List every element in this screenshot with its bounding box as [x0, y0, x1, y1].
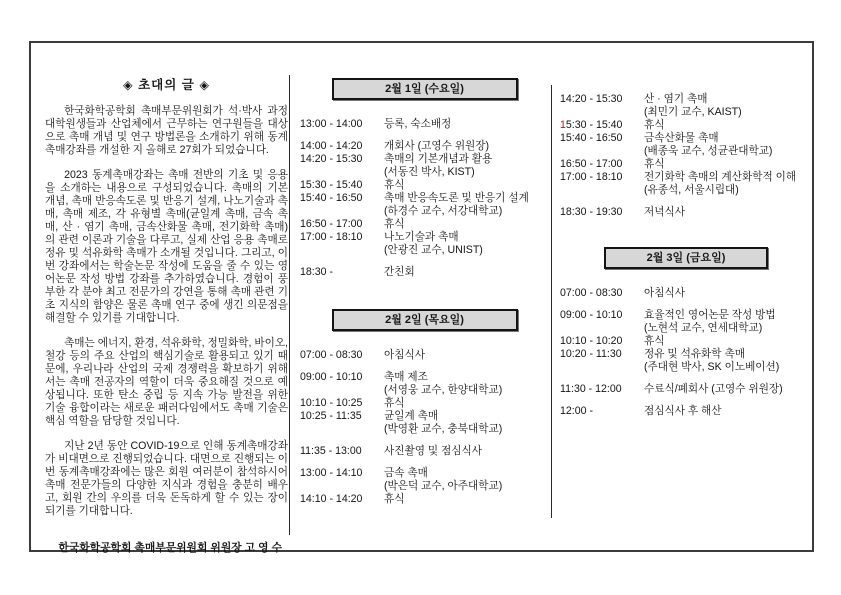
time-text: 17:00 - 18:10	[560, 171, 623, 183]
time-text: 13:00 - 14:10	[300, 467, 363, 479]
schedule-desc: 산 · 염기 촉매	[644, 93, 708, 105]
schedule-row	[300, 218, 549, 231]
schedule-time	[560, 171, 644, 184]
invitation-paragraph: 2023 동계촉매강좌는 촉매 전반의 기초 및 응용을 소개하는 내용으로 구성되었습니다. 촉매의 기본 개념, 촉매 반응속도론 및 반응기 설계, 나노기술과 촉매, 촉매 제조, 각 유형별 촉매(균일계 촉매, 금속 촉매, 산 · 염기 촉매, 금속산화물 촉매, 전기화학 촉매)의 관련 이론과 기술을 다루고, 실제 산업 응용 촉매로 정유 및 석유화학 촉매가 소개될 것입니다. 그리고, 이번 강좌에서는 학술논문 작성에 도움을 줄 수 있는 영어논문 작성 방법 강좌를 추가하였습니다. 경험이 풍부한 각 분야 최고 전문가의 강연을 통해 촉매 관련 기초 지식의 함양은 물론 촉매 연구 중에 생긴 의문점을 해결할 수 있기를 기대합니다.	[45, 169, 288, 324]
time-text: 15:40 - 16:50	[300, 192, 363, 204]
schedule-row	[560, 184, 812, 197]
schedule-time	[300, 244, 384, 257]
schedule-row	[560, 361, 812, 374]
schedule-desc: 아침식사	[644, 287, 685, 299]
schedule-time	[560, 158, 644, 171]
time-text: 17:00 - 18:10	[300, 231, 363, 243]
schedule-row	[560, 322, 812, 335]
schedule-row	[300, 244, 549, 257]
schedule-desc: 균일계 촉매	[384, 410, 439, 422]
schedule-row	[300, 118, 549, 131]
schedule-row	[300, 371, 549, 384]
schedule-desc: (주대현 박사, SK 이노베이션)	[644, 361, 780, 373]
day2-schedule	[300, 349, 549, 506]
time-text: 09:00 - 10:10	[560, 309, 623, 321]
day1-header-label: 2월 1일 (수요일)	[385, 83, 464, 95]
time-text: 14:20 - 15:30	[300, 153, 363, 165]
schedule-time	[560, 132, 644, 145]
schedule-time	[560, 106, 644, 119]
schedule-time	[560, 348, 644, 361]
time-text: 07:00 - 08:30	[560, 287, 623, 299]
invitation-paragraph: 지난 2년 동안 COVID-19으로 인해 동계촉매강좌가 비대면으로 진행되었습니다. 대면으로 진행되는 이번 동계촉매강좌에는 많은 회원 여러분이 참석하시어 촉매 전문가들의 다양한 지식과 경험을 충분히 배우고, 회원 간의 우의를 더욱 돈독하게 할 수 있는 장이 되기를 기대합니다.	[45, 440, 288, 517]
time-text: 12:00 -	[560, 405, 593, 417]
schedule-desc: 점심식사 후 해산	[644, 405, 722, 417]
schedule-row	[560, 287, 812, 300]
schedule-desc: 금속 촉매	[384, 467, 428, 479]
schedule-desc: (노현석 교수, 연세대학교)	[644, 322, 763, 334]
schedule-row	[300, 397, 549, 410]
schedule-time	[300, 140, 384, 153]
schedule-time	[300, 166, 384, 179]
schedule-row	[560, 348, 812, 361]
schedule-time	[560, 184, 644, 197]
schedule-time	[300, 205, 384, 218]
column-divider-left	[289, 75, 290, 535]
schedule-desc: (하경수 교수, 서강대학교)	[384, 205, 503, 217]
time-text: 15:40 - 16:50	[560, 132, 623, 144]
invitation-body	[45, 105, 288, 518]
schedule-row	[560, 405, 812, 418]
schedule-time	[560, 145, 644, 158]
schedule-desc: 저녁식사	[644, 206, 685, 218]
schedule-time	[300, 467, 384, 480]
schedule-row	[300, 349, 549, 362]
schedule-desc: 간친회	[384, 266, 415, 278]
schedule-row	[560, 119, 812, 132]
time-text: 10:25 - 11:35	[300, 410, 362, 422]
schedule-row	[300, 153, 549, 166]
time-text: 11:35 - 13:00	[300, 445, 362, 457]
time-text: 14:00 - 14:20	[300, 140, 363, 152]
schedule-time	[560, 361, 644, 374]
schedule-time	[560, 206, 644, 219]
schedule-desc: 효율적인 영어논문 작성 방법	[644, 309, 776, 321]
schedule-desc: (최민기 교수, KAIST)	[644, 106, 742, 118]
schedule-desc: (박영환 교수, 충북대학교)	[384, 423, 503, 435]
schedule-row	[300, 179, 549, 192]
schedule-row	[560, 106, 812, 119]
schedule-desc: 휴식	[384, 218, 405, 230]
schedule-row	[560, 158, 812, 171]
schedule-row	[300, 384, 549, 397]
schedule-desc: (유종석, 서울시립대)	[644, 184, 739, 196]
schedule-time	[300, 493, 384, 506]
program-sheet	[29, 41, 814, 552]
schedule-column-1	[300, 43, 549, 506]
time-text: 5:30 - 15:40	[565, 119, 623, 131]
schedule-row	[560, 171, 812, 184]
schedule-row	[560, 93, 812, 106]
schedule-desc: (배종욱 교수, 성균관대학교)	[644, 145, 773, 157]
schedule-time	[300, 349, 384, 362]
schedule-desc: 휴식	[384, 179, 405, 191]
schedule-desc: 금속산화물 촉매	[644, 132, 719, 144]
day3-schedule	[560, 287, 812, 418]
invitation-paragraph: 한국화학공학회 촉매부문위원회가 석·박사 과정 대학원생들과 산업체에서 근무하는 연구원들을 대상으로 촉매 개념 및 연구 방법론을 소개하기 위해 동계촉매강좌를 개설한 지 올해로 27회가 되었습니다.	[45, 105, 288, 156]
column-divider-right	[551, 85, 552, 518]
schedule-time	[560, 383, 644, 396]
time-text: 09:00 - 10:10	[300, 371, 363, 383]
schedule-desc: (서영웅 교수, 한양대학교)	[384, 384, 503, 396]
invitation-signature: 한국화학공학회 촉매부문위원회 위원장 고 영 수	[58, 542, 282, 554]
time-text: 10:10 - 10:20	[560, 335, 623, 347]
schedule-time	[300, 179, 384, 192]
schedule-time	[560, 119, 644, 132]
schedule-row	[560, 309, 812, 322]
day1-header	[332, 78, 518, 100]
time-text: 11:30 - 12:00	[560, 383, 622, 395]
schedule-desc: 수료식/폐회사 (고영수 위원장)	[644, 383, 783, 395]
schedule-desc: 전기화학 촉매의 계산화학적 이해	[644, 171, 797, 183]
invitation-column	[45, 43, 288, 555]
schedule-time	[300, 384, 384, 397]
schedule-time	[300, 410, 384, 423]
schedule-time	[300, 118, 384, 131]
schedule-row	[300, 480, 549, 493]
schedule-row	[560, 145, 812, 158]
schedule-row	[300, 205, 549, 218]
time-text: 15:30 - 15:40	[300, 179, 363, 191]
schedule-desc: 휴식	[644, 158, 665, 170]
day2-header	[332, 309, 518, 331]
schedule-column-2	[560, 43, 812, 418]
schedule-time	[560, 335, 644, 348]
day2-schedule-continued	[560, 93, 812, 219]
schedule-row	[300, 445, 549, 458]
schedule-time	[560, 322, 644, 335]
time-text: 16:50 - 17:00	[300, 218, 363, 230]
schedule-desc: 촉매 반응속도론 및 반응기 설계	[384, 192, 529, 204]
schedule-time	[300, 445, 384, 458]
schedule-desc: 휴식	[644, 335, 665, 347]
schedule-desc: 아침식사	[384, 349, 425, 361]
schedule-desc: 정유 및 석유화학 촉매	[644, 348, 745, 360]
day2-header-label: 2월 2일 (목요일)	[385, 314, 464, 326]
schedule-desc: 휴식	[384, 397, 405, 409]
schedule-time	[300, 218, 384, 231]
time-text: 14:10 - 14:20	[300, 493, 363, 505]
schedule-desc: 등록, 숙소배정	[384, 118, 452, 130]
schedule-row	[300, 493, 549, 506]
schedule-row	[560, 335, 812, 348]
schedule-time	[560, 405, 644, 418]
schedule-row	[300, 192, 549, 205]
schedule-time	[300, 153, 384, 166]
schedule-row	[300, 410, 549, 423]
schedule-desc: 촉매의 기본개념과 활용	[384, 153, 493, 165]
time-text: 10:20 - 11:30	[560, 348, 622, 360]
schedule-desc: (박은덕 교수, 아주대학교)	[384, 480, 503, 492]
schedule-desc: 개회사 (고영수 위원장)	[384, 140, 490, 152]
schedule-row	[560, 383, 812, 396]
invitation-title: ◈ 초대의 글 ◈	[123, 78, 210, 92]
time-text: 13:00 - 14:00	[300, 118, 363, 130]
schedule-desc: (안광진 교수, UNIST)	[384, 244, 483, 256]
time-text: 16:50 - 17:00	[560, 158, 623, 170]
time-text: 10:10 - 10:25	[300, 397, 363, 409]
time-text: 18:30 -	[300, 266, 333, 278]
day3-header-label: 2월 3일 (금요일)	[646, 252, 726, 264]
schedule-time	[560, 287, 644, 300]
schedule-time	[560, 309, 644, 322]
schedule-desc: 촉매 제조	[384, 371, 428, 383]
time-text: 14:20 - 15:30	[560, 93, 623, 105]
schedule-desc: 휴식	[384, 493, 405, 505]
schedule-row	[300, 467, 549, 480]
schedule-desc: 휴식	[644, 119, 665, 131]
schedule-time	[300, 371, 384, 384]
schedule-time	[300, 397, 384, 410]
schedule-row	[300, 166, 549, 179]
day1-schedule	[300, 118, 549, 279]
schedule-time	[300, 192, 384, 205]
schedule-row	[300, 140, 549, 153]
schedule-row	[300, 266, 549, 279]
invitation-paragraph: 촉매는 에너지, 환경, 석유화학, 정밀화학, 바이오, 철강 등의 주요 산업의 핵심기술로 활용되고 있기 때문에, 우리나라 산업의 국제 경쟁력을 확보하기 위해서는 촉매 전공자의 역할이 더욱 중요해질 것으로 예상됩니다. 또한 탄소 중립 등 지속 가능 발전을 위한 기술 융합이라는 새로운 패러다임에서도 촉매 기술은 핵심 역할을 담당할 것입니다.	[45, 337, 288, 427]
schedule-desc: 나노기술과 촉매	[384, 231, 459, 243]
schedule-time	[300, 231, 384, 244]
schedule-desc: (서동진 박사, KIST)	[384, 166, 475, 178]
schedule-row	[560, 132, 812, 145]
schedule-row	[560, 206, 812, 219]
schedule-row	[300, 231, 549, 244]
schedule-row	[300, 423, 549, 436]
day3-header	[604, 247, 768, 269]
schedule-desc: 사진촬영 및 점심식사	[384, 445, 482, 457]
time-red-digit: 1	[560, 119, 566, 131]
schedule-time	[560, 93, 644, 106]
schedule-time	[300, 423, 384, 436]
schedule-time	[300, 480, 384, 493]
schedule-time	[300, 266, 384, 279]
time-text: 18:30 - 19:30	[560, 206, 623, 218]
time-text: 07:00 - 08:30	[300, 349, 363, 361]
